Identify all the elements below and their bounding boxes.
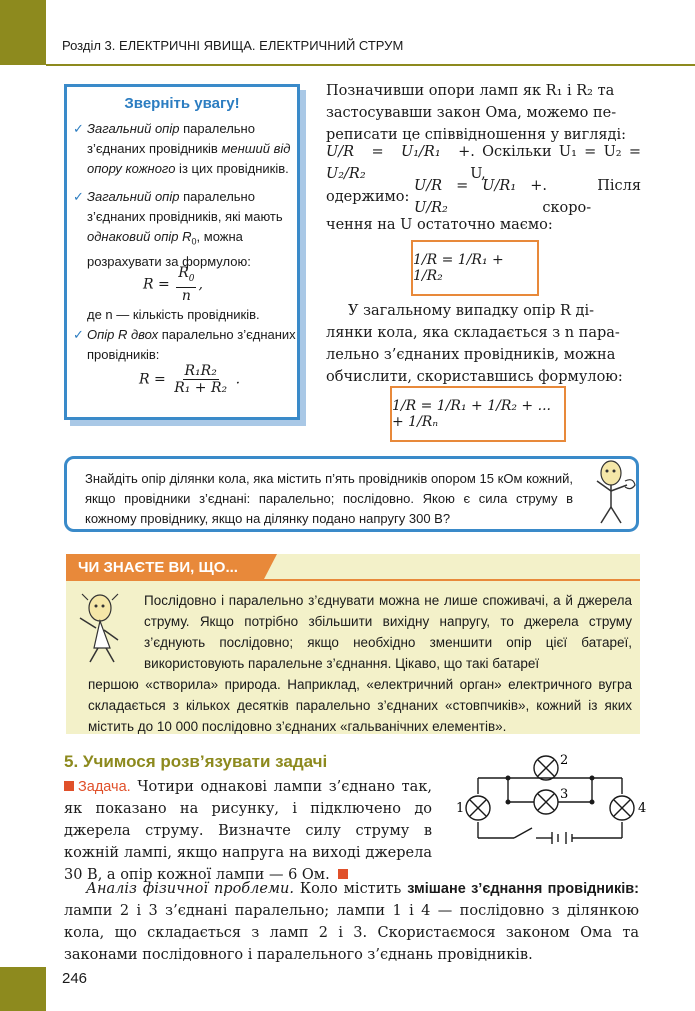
side-tab-top	[0, 0, 46, 65]
header-rule	[46, 64, 695, 66]
character-icon	[585, 451, 643, 531]
notice-item-1: ✓ Загальний опір паралельно з’єднаних провідників менший від опору кожного із цих провідників.	[73, 121, 291, 176]
lamp-label-3: 3	[560, 787, 569, 802]
side-tab-bottom	[0, 967, 46, 1011]
lamp-label-4: 4	[638, 801, 647, 816]
did-you-know-tab: ЧИ ЗНАЄТЕ ВИ, ЩО...	[66, 554, 263, 581]
check-icon: ✓	[73, 121, 84, 136]
right-paragraph-2: У загальному випадку опір R ді- лянки кола, яка складається з n пара- лельно з’єднаних провідників, можна обчислити, скориставшись формулою:	[326, 303, 623, 385]
lamp-label-2: 2	[560, 753, 569, 768]
notice-note: де n — кількість провідників.	[87, 307, 260, 322]
equation-1: U/R = U₁/R₁ + U₂/R₂ . Оскільки U₁ = U₂ = U,	[326, 144, 641, 182]
notice-box	[64, 84, 300, 420]
analysis-paragraph: Аналіз фізичної проблеми. Коло містить змішане з’єднання провідників: лампи 2 і 3 з’єднані паралельно; лампи 1 і 4 — послідовно з ділянкою кола, що складається з ламп 2 і 3. Скористаємося законом Ома та законами послідовного і паралельного з’єднань провідників.	[64, 881, 639, 963]
formula-two: R = $\frac{\text{R₁R₂}}{\text{R₁ + R₂}}$ .	[139, 363, 241, 396]
did-you-know-text: Послідовно і паралельно з’єднувати можна не лише споживачі, а й джерела струму. Якщо потрібно збільшити вихідну напругу, то джерела струму з’єднують послідовно; якщо необхідно зменшити опір цієї батареї, використовують паралельне з’єднання. Цікаво, що такі батареї першою «створила» природа. Наприклад, «електричний орган» електричного вугра складається з кількох десятків паралельно з’єднаних «стовпчиків», кожний із яких містить до 10 000 послідовно з’єднаних «гальванічних елементів».	[88, 593, 632, 734]
character-icon	[66, 588, 138, 664]
notice-item-2: ✓ Загальний опір паралельно з’єднаних провідників, які мають однаковий опір $R_0$, можна розрахувати за формулою:	[73, 189, 283, 269]
task-box	[64, 456, 639, 532]
circuit-diagram	[452, 752, 652, 862]
running-header: Розділ 3. ЕЛЕКТРИЧНІ ЯВИЩА. ЕЛЕКТРИЧНИЙ СТРУМ	[62, 38, 404, 53]
section-title: 5. Учимося розв’язувати задачі	[64, 752, 328, 771]
check-icon: ✓	[73, 189, 84, 204]
formula-box-n: 1/R = 1/R₁ + 1/R₂ + ... + 1/Rₙ	[390, 386, 566, 442]
did-you-know-rule	[263, 579, 640, 581]
formula-box-two: 1/R = 1/R₁ + 1/R₂	[411, 240, 539, 296]
task-text: Знайдіть опір ділянки кола, яка містить п’ять провідників опором 15 кОм кожний, якщо провідники з’єднані: паралельно; послідовно. Якою є сила струму в кожному провіднику, якщо на ділянку подано напругу 300 В?	[85, 471, 573, 526]
equation-2: одержимо: U/R = U/R₁ + U/R₂ . Після скоро-	[326, 178, 641, 216]
notice-item-3: ✓ Опір R двох паралельно з’єднаних провідників:	[73, 327, 296, 362]
right-paragraph-1: Позначивши опори ламп як R₁ і R₂ та застосувавши закон Ома, можемо пе- реписати це співвідношення у вигляді: U/R = U₁/R₁ + U₂/R₂ . Оскільки U₁ = U₂ = U, одержимо: U/R = U/R₁ + U/R₂ . Після скоро- чення на U остаточно маємо:	[326, 83, 641, 233]
page-number: 246	[62, 970, 88, 987]
check-icon: ✓	[73, 327, 84, 342]
lamp-label-1: 1	[456, 801, 465, 816]
notice-title: Зверніть увагу!	[124, 95, 240, 112]
task-marker-icon	[64, 781, 74, 791]
formula-identical: R = $\frac{R_0}{n}$ ,	[143, 265, 203, 304]
task-paragraph: Задача. Чотири однакові лампи з’єднано так, як показано на рисунку, і підключено до джерела струму. Визначте силу струму в кожній лампі, якщо напруга на виході джерела 30 В, а опір кожної лампи — 6 Ом.	[64, 779, 432, 883]
